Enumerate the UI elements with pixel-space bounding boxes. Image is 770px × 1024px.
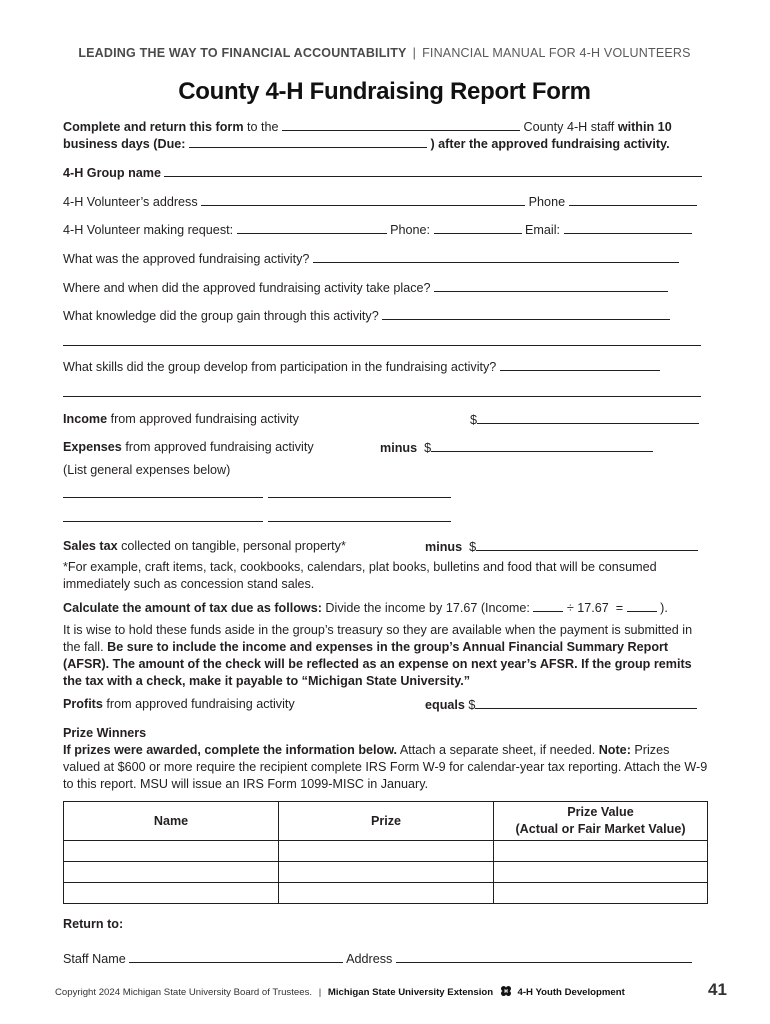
header-right: FINANCIAL MANUAL FOR 4-H VOLUNTEERS (422, 46, 691, 60)
address-row (63, 193, 706, 210)
prize-value-cell-1[interactable] (494, 841, 708, 862)
return-to (63, 916, 706, 932)
income-dollar: $ (470, 413, 478, 427)
prize-value-cell-2[interactable] (494, 862, 708, 883)
group-name-field[interactable] (164, 164, 702, 177)
profits-label: Profits (63, 697, 103, 711)
running-header (63, 46, 706, 60)
profits-field[interactable] (475, 696, 697, 709)
intro-bold-3: business days (Due: (63, 137, 186, 151)
intro-text-1: to the (247, 120, 279, 134)
calc-label: Calculate the amount of tax due as follows: (63, 601, 322, 615)
header-left: LEADING THE WAY TO FINANCIAL ACCOUNTABILITY (78, 46, 407, 60)
skills-question: What skills did the group develop from participation in the fundraising activity? (63, 360, 497, 374)
skills-field[interactable] (500, 358, 660, 371)
volunteer-field[interactable] (237, 221, 387, 234)
expenses-amount (380, 439, 653, 456)
address-label: 4-H Volunteer’s address (63, 195, 198, 209)
address-field[interactable] (201, 193, 525, 206)
volunteer-phone-field[interactable] (434, 221, 522, 234)
prize-name-cell-1[interactable] (64, 841, 279, 862)
income-label: Income (63, 412, 108, 426)
skills-field-line-2[interactable] (63, 396, 701, 397)
knowledge-field-line-2[interactable] (63, 345, 701, 346)
prize-table (63, 801, 708, 904)
prize-value-cell-3[interactable] (494, 883, 708, 904)
sales-tax-text: collected on tangible, personal property* (121, 539, 346, 553)
prize-name-cell-3[interactable] (64, 883, 279, 904)
where-question: Where and when did the approved fundraising activity take place? (63, 281, 431, 295)
income-field[interactable] (477, 411, 699, 424)
expenses-row (63, 439, 706, 455)
calc-income-field[interactable] (533, 599, 563, 612)
intro-line-1 (63, 118, 706, 135)
profits-equals: equals (425, 698, 465, 712)
col-prize-value (494, 802, 708, 841)
clover-icon (500, 985, 512, 997)
sales-tax-dollar: $ (469, 540, 477, 554)
sales-tax-label: Sales tax (63, 539, 118, 553)
intro-line-2 (63, 135, 706, 152)
prize-prize-cell-1[interactable] (279, 841, 494, 862)
staff-row (63, 950, 706, 967)
header-separator: | (412, 46, 417, 60)
income-row (63, 411, 706, 427)
income-amount (470, 411, 699, 428)
profits-text: from approved fundraising activity (106, 697, 295, 711)
calc-equals: = (615, 601, 624, 615)
sales-tax-minus: minus (425, 540, 463, 554)
intro-bold-4: ) after the approved fundraising activity. (430, 137, 670, 151)
expenses-dollar: $ (424, 441, 432, 455)
intro-text-2: County 4-H staff (523, 120, 615, 134)
sales-tax-row (63, 538, 706, 554)
sales-tax-amount (425, 538, 698, 555)
staff-address-label: Address (346, 952, 393, 966)
knowledge-row (63, 307, 706, 324)
volunteer-label: 4-H Volunteer making request: (63, 223, 234, 237)
table-row (64, 883, 708, 904)
where-field[interactable] (434, 279, 668, 292)
expense-line-1a[interactable] (63, 497, 263, 498)
calc-result-field[interactable] (627, 599, 657, 612)
page-number: 41 (708, 980, 727, 999)
prize-note-label: Note: (598, 743, 631, 757)
footer (55, 985, 685, 998)
knowledge-field[interactable] (382, 307, 670, 320)
prize-text-1: Attach a separate sheet, if needed. (399, 743, 596, 757)
table-row (64, 862, 708, 883)
prize-name-cell-2[interactable] (64, 862, 279, 883)
svg-text:H: H (504, 989, 508, 996)
calc-row (63, 599, 706, 616)
prize-prize-cell-2[interactable] (279, 862, 494, 883)
calc-text: Divide the income by 17.67 (Income: (325, 601, 530, 615)
intro-bold-2: within 10 (617, 120, 672, 134)
expenses-minus: minus (380, 441, 418, 455)
prize-table-header (64, 802, 708, 841)
sales-tax-field[interactable] (476, 538, 698, 551)
prize-text-2: Prizes valued at $600 or more require the recipient complete IRS Form W-9 for calendar-year tax reporting. Attach the W-9 to this report. MSU will issue an IRS Form 1099-MISC in January. (63, 743, 708, 791)
group-name-row (63, 164, 706, 181)
calc-divisor: ÷ 17.67 (566, 601, 609, 615)
table-row (64, 841, 708, 862)
email-field[interactable] (564, 221, 692, 234)
activity-row (63, 250, 706, 267)
volunteer-phone-label: Phone: (390, 223, 431, 237)
volunteer-row (63, 221, 706, 238)
page-title: County 4-H Fundraising Report Form (178, 78, 591, 105)
wise-bold: Be sure to include the income and expenses in the group’s Annual Financial Summary Report (AFSR). The amount of the check will be reflected as an expense on next year’s AFSR. If the group remits the tax with a check, make it payable to “Michigan State University.” (63, 640, 692, 688)
intro-bold-1: Complete and return this form (63, 120, 244, 134)
profits-dollar: $ (468, 698, 476, 712)
prize-heading-text: Prize Winners (63, 726, 147, 740)
profits-amount (425, 696, 697, 713)
where-row (63, 279, 706, 296)
due-date-field[interactable] (189, 135, 427, 148)
profits-row (63, 696, 706, 712)
activity-field[interactable] (313, 250, 679, 263)
expense-line-2a[interactable] (63, 521, 263, 522)
staff-name-label: Staff Name (63, 952, 126, 966)
group-name-label: 4-H Group name (63, 166, 161, 180)
expenses-field[interactable] (431, 439, 653, 452)
wise-paragraph (63, 622, 708, 690)
footer-msu: Michigan State University Extension (327, 987, 494, 998)
knowledge-question: What knowledge did the group gain through this activity? (63, 309, 379, 323)
return-to-label: Return to: (63, 917, 124, 931)
footer-copyright: Copyright 2024 Michigan State University Board of Trustees. (55, 987, 313, 998)
prize-bold: If prizes were awarded, complete the information below. (63, 743, 398, 757)
phone-field[interactable] (569, 193, 697, 206)
prize-prize-cell-3[interactable] (279, 883, 494, 904)
prize-heading (63, 725, 706, 741)
footer-separator: | (318, 987, 322, 998)
list-note: (List general expenses below) (63, 463, 231, 477)
sales-tax-footnote: *For example, craft items, tack, cookbooks, calendars, plat books, bulletins and food that will be consumed immediately such as concession stand sales. (63, 560, 657, 591)
col-prize: Prize (279, 802, 494, 841)
calc-end: ). (660, 601, 668, 615)
staff-address-field[interactable] (396, 950, 692, 963)
activity-question: What was the approved fundraising activity? (63, 252, 310, 266)
county-field[interactable] (282, 118, 520, 131)
expense-line-1b[interactable] (268, 497, 451, 498)
wise-text: It is wise to hold these funds aside in the group’s treasury so they are available when the payment is submitted in the fall. (63, 623, 693, 654)
col-prize-value-line-1: Prize Value (567, 805, 634, 819)
staff-name-field[interactable] (129, 950, 343, 963)
email-label: Email: (525, 223, 561, 237)
skills-row (63, 358, 706, 375)
expenses-text: from approved fundraising activity (125, 440, 314, 454)
income-text: from approved fundraising activity (110, 412, 299, 426)
expenses-label: Expenses (63, 440, 122, 454)
expense-line-2b[interactable] (268, 521, 451, 522)
footer-youth: 4-H Youth Development (517, 987, 625, 998)
phone-label: Phone (528, 195, 566, 209)
col-name: Name (64, 802, 279, 841)
col-prize-value-line-2: (Actual or Fair Market Value) (515, 822, 686, 836)
prize-instructions (63, 742, 708, 793)
